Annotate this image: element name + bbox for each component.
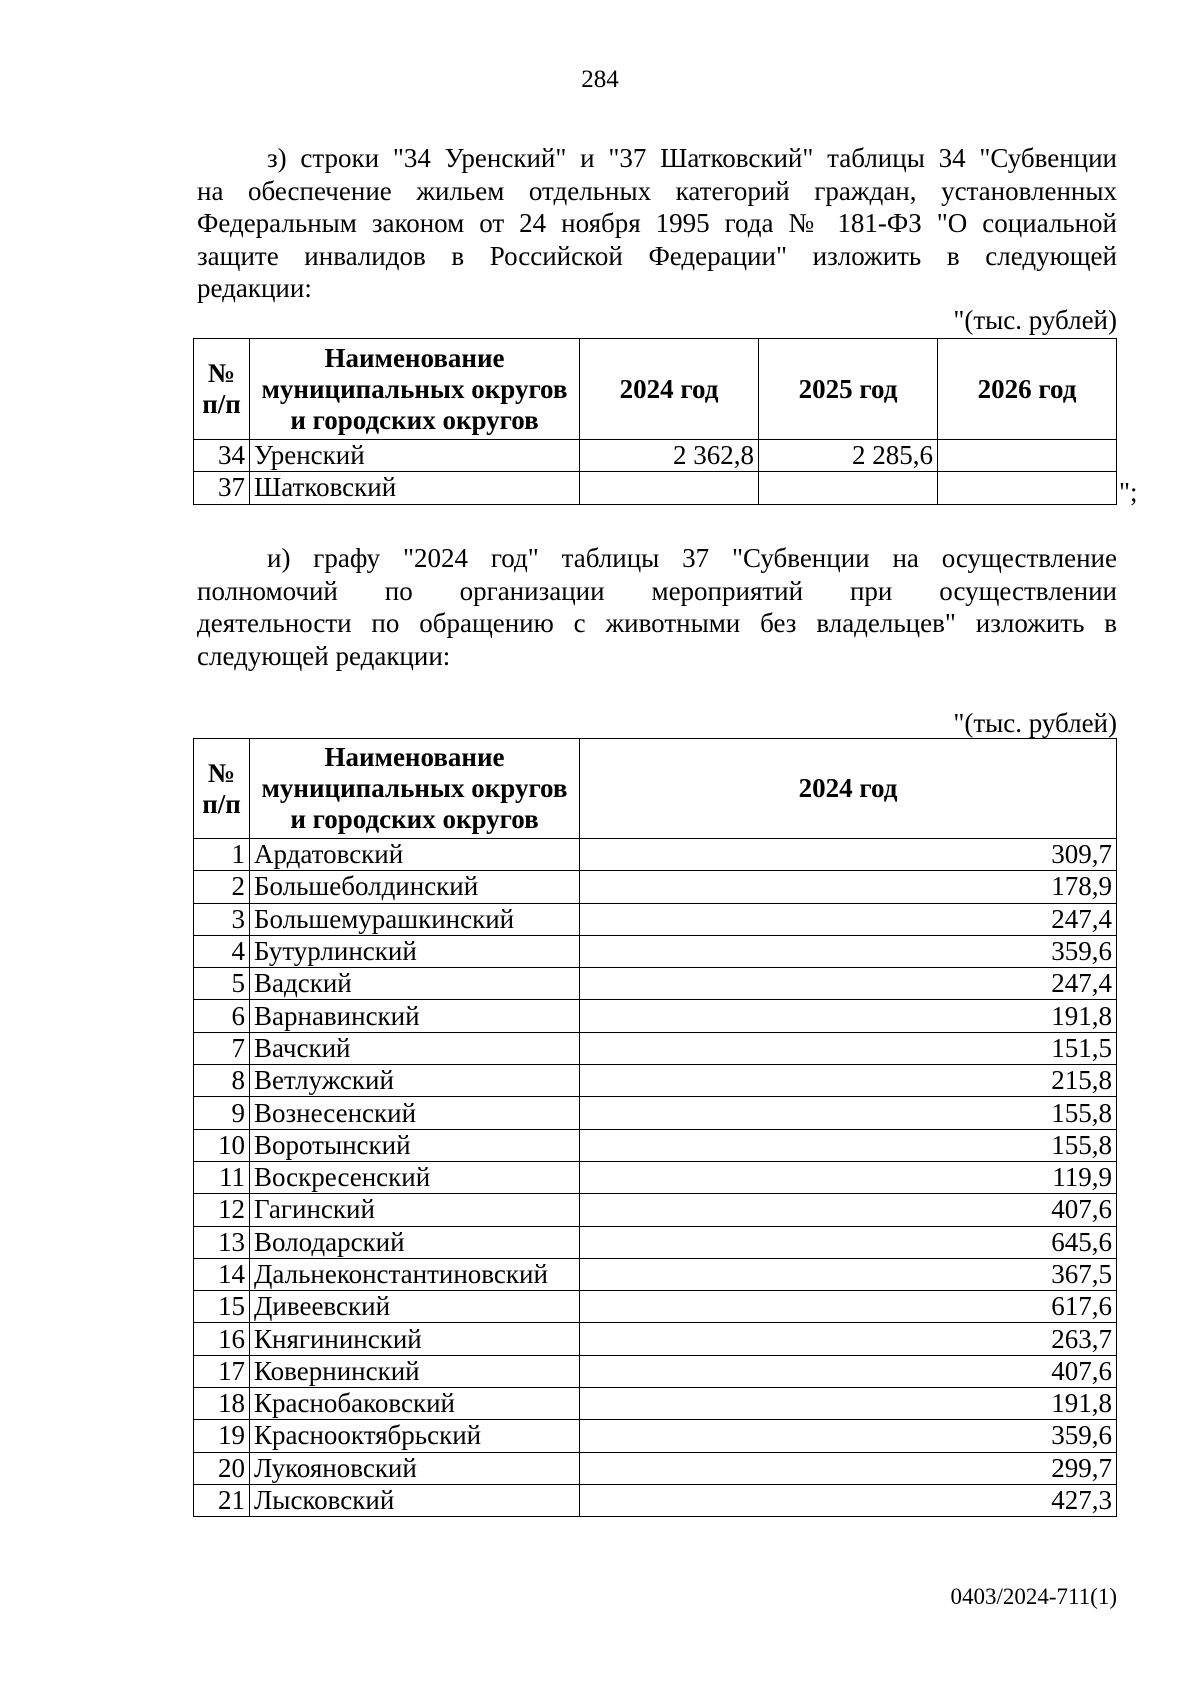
table-row: [194, 903, 1117, 935]
row-number: 9: [194, 1097, 250, 1129]
paragraph-line: полномочий по организации мероприятий при осуществлении: [197, 575, 1117, 606]
row-value-2024: 309,7: [580, 839, 1117, 871]
row-name: Княгининский: [250, 1323, 580, 1355]
header-2026: 2026 год: [938, 339, 1117, 440]
row-number: 13: [194, 1226, 250, 1258]
row-name: Ковернинский: [250, 1355, 580, 1387]
paragraph-line: з) строки "34 Уренский" и "37 Шатковский" таблицы 34 "Субвенции: [267, 143, 1117, 173]
paragraph-line: деятельности по обращению с животными без владельцев" изложить в: [197, 608, 1117, 638]
row-value-2024: 191,8: [580, 1388, 1117, 1420]
table-row: [194, 1097, 1117, 1129]
row-name: Лысковский: [250, 1484, 580, 1516]
row-value-2024: 2 362,8: [580, 440, 759, 472]
table-row: [194, 1065, 1117, 1097]
row-name: Воскресенский: [250, 1161, 580, 1193]
table-row: [194, 1291, 1117, 1323]
row-name: Шатковский: [250, 472, 580, 504]
row-value-2024: 191,8: [580, 1000, 1117, 1032]
table-row: [194, 1194, 1117, 1226]
table-header-row: [194, 339, 1117, 440]
row-value-2026: [938, 472, 1117, 504]
row-value-2024: 155,8: [580, 1097, 1117, 1129]
table-row: [194, 1032, 1117, 1064]
row-number: 2: [194, 871, 250, 903]
row-value-2026: [938, 440, 1117, 472]
row-value-2024: 247,4: [580, 968, 1117, 1000]
table-row: [194, 1355, 1117, 1387]
row-name: Лукояновский: [250, 1452, 580, 1484]
table-row: [194, 935, 1117, 967]
table-row: [194, 1258, 1117, 1290]
row-value-2024: 151,5: [580, 1032, 1117, 1064]
row-value-2024: 367,5: [580, 1258, 1117, 1290]
header-2024: 2024 год: [580, 339, 759, 440]
row-number: 7: [194, 1032, 250, 1064]
row-value-2024: 247,4: [580, 903, 1117, 935]
paragraph-line: защите инвалидов в Российской Федерации" изложить в следующей: [197, 240, 1117, 271]
row-number: 16: [194, 1323, 250, 1355]
table-row: [194, 1000, 1117, 1032]
row-name: Дивеевский: [250, 1291, 580, 1323]
header-name: Наименование муниципальных округов и городских округов: [250, 339, 580, 440]
row-name: Володарский: [250, 1226, 580, 1258]
row-value-2024: 155,8: [580, 1129, 1117, 1161]
page-number: 284: [581, 66, 619, 93]
row-number: 4: [194, 935, 250, 967]
row-value-2024: 359,6: [580, 1420, 1117, 1452]
row-value-2024: 263,7: [580, 1323, 1117, 1355]
table-row: [194, 1452, 1117, 1484]
row-value-2024: 645,6: [580, 1226, 1117, 1258]
row-value-2024: 617,6: [580, 1291, 1117, 1323]
document-code: 0403/2024-711(1): [950, 1584, 1117, 1609]
table-row: [194, 1420, 1117, 1452]
row-name: Ардатовский: [250, 839, 580, 871]
row-name: Вознесенский: [250, 1097, 580, 1129]
row-name: Вадский: [250, 968, 580, 1000]
row-name: Большеболдинский: [250, 871, 580, 903]
table-row: [194, 1388, 1117, 1420]
units-label: "(тыс. рублей): [953, 708, 1117, 738]
row-name: Ветлужский: [250, 1065, 580, 1097]
row-number: 10: [194, 1129, 250, 1161]
row-value-2024: 119,9: [580, 1161, 1117, 1193]
row-value-2024: 427,3: [580, 1484, 1117, 1516]
paragraph-line: следующей редакции:: [197, 640, 451, 671]
row-value-2025: 2 285,6: [759, 440, 938, 472]
row-number: 19: [194, 1420, 250, 1452]
row-number: 21: [194, 1484, 250, 1516]
row-number: 11: [194, 1161, 250, 1193]
row-name: Варнавинский: [250, 1000, 580, 1032]
row-number: 18: [194, 1388, 250, 1420]
row-name: Вачский: [250, 1032, 580, 1064]
header-no: № п/п: [194, 339, 250, 440]
row-number: 12: [194, 1194, 250, 1226]
row-name: Большемурашкинский: [250, 903, 580, 935]
table-row: [194, 440, 1117, 472]
paragraph-section-i: [197, 542, 1117, 672]
units-label: "(тыс. рублей): [953, 305, 1117, 335]
row-number: 14: [194, 1258, 250, 1290]
paragraph-line: Федеральным законом от 24 ноября 1995 года № 181-ФЗ "О социальной: [197, 208, 1117, 238]
row-number: 17: [194, 1355, 250, 1387]
table-row: [194, 1323, 1117, 1355]
table-row: [194, 968, 1117, 1000]
row-name: Уренский: [250, 440, 580, 472]
row-value-2024: 407,6: [580, 1355, 1117, 1387]
row-name: Гагинский: [250, 1194, 580, 1226]
row-number: 6: [194, 1000, 250, 1032]
table-37-animals: [193, 738, 1117, 1517]
table-row: [194, 1129, 1117, 1161]
header-name: Наименование муниципальных округов и городских округов: [250, 739, 580, 839]
row-number: 1: [194, 839, 250, 871]
row-number: 5: [194, 968, 250, 1000]
row-number: 15: [194, 1291, 250, 1323]
table-row: [194, 1226, 1117, 1258]
row-value-2024: 359,6: [580, 935, 1117, 967]
paragraph-line: на обеспечение жильем отдельных категорий граждан, установленных: [197, 175, 1117, 206]
header-2025: 2025 год: [759, 339, 938, 440]
table-row: [194, 839, 1117, 871]
row-name: Бутурлинский: [250, 935, 580, 967]
row-name: Воротынский: [250, 1129, 580, 1161]
row-value-2025: [759, 472, 938, 504]
header-no: № п/п: [194, 739, 250, 839]
row-value-2024: 178,9: [580, 871, 1117, 903]
row-value-2024: 299,7: [580, 1452, 1117, 1484]
paragraph-line: редакции:: [197, 273, 312, 303]
table-row: [194, 472, 1117, 504]
row-number: 34: [194, 440, 250, 472]
row-name: Краснооктябрьский: [250, 1420, 580, 1452]
paragraph-line: и) графу "2024 год" таблицы 37 "Субвенции на осуществление: [267, 543, 1117, 573]
row-name: Краснобаковский: [250, 1388, 580, 1420]
row-value-2024: 407,6: [580, 1194, 1117, 1226]
row-value-2024: [580, 472, 759, 504]
table-row: [194, 871, 1117, 903]
table-34-urensky-shatkovsky: [193, 338, 1117, 505]
row-number: 37: [194, 472, 250, 504]
row-number: 3: [194, 903, 250, 935]
paragraph-section-z: [197, 142, 1117, 305]
table-row: [194, 1484, 1117, 1516]
row-name: Дальнеконстантиновский: [250, 1258, 580, 1290]
table-row: [194, 1161, 1117, 1193]
header-2024: 2024 год: [580, 739, 1117, 839]
table-header-row: [194, 739, 1117, 839]
closing-quote: ";: [1119, 477, 1138, 507]
row-number: 8: [194, 1065, 250, 1097]
row-number: 20: [194, 1452, 250, 1484]
row-value-2024: 215,8: [580, 1065, 1117, 1097]
